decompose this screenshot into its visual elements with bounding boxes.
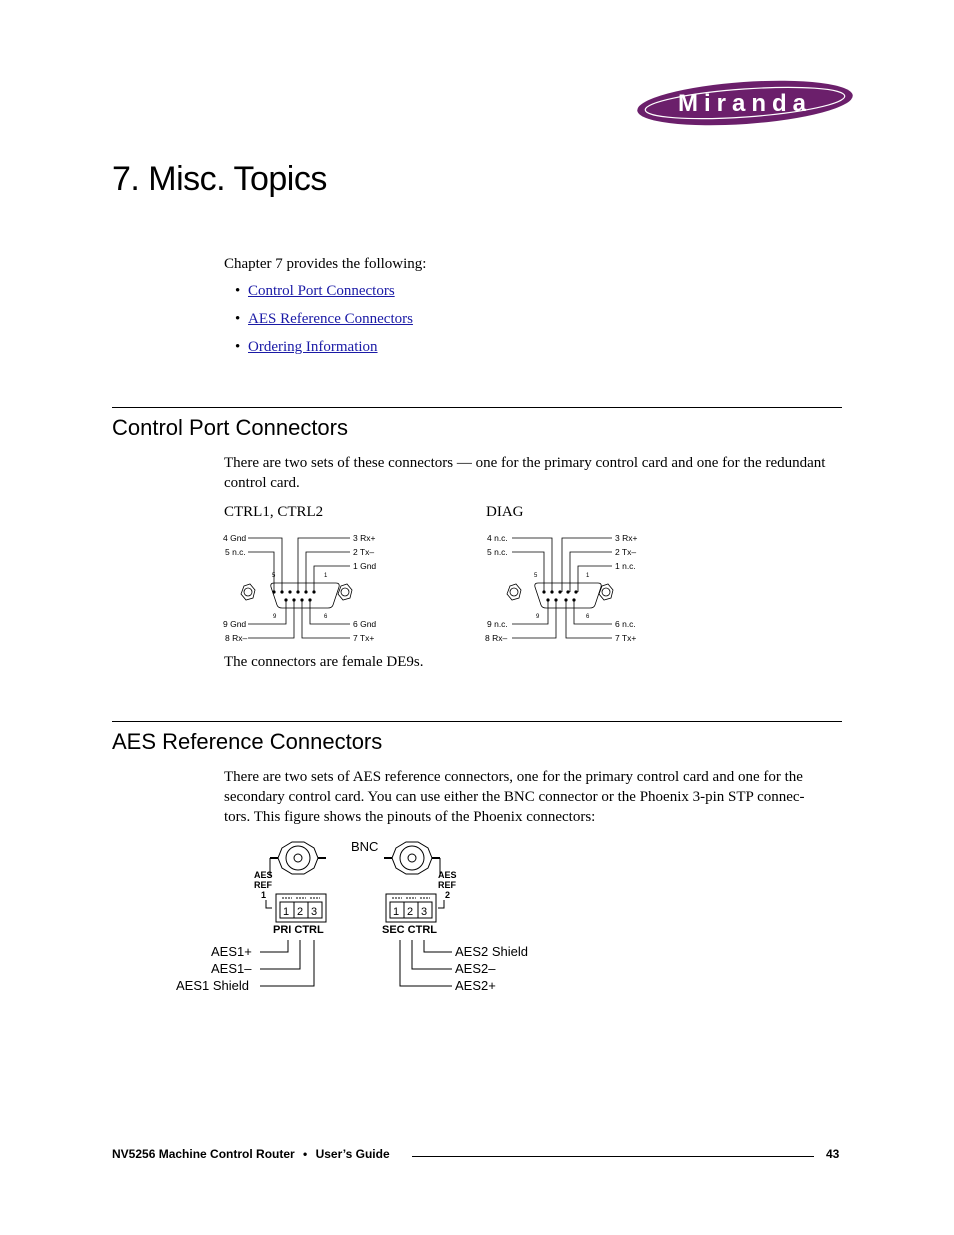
aes2-shield-label: AES2 Shield <box>455 944 528 959</box>
pin-label: 6 Gnd <box>353 619 376 629</box>
pin-number: 6 <box>324 614 328 620</box>
pin-number: 9 <box>273 614 277 620</box>
pin-label: 7 Tx+ <box>353 633 375 643</box>
sec-ctrl-label: SEC CTRL <box>382 924 437 936</box>
pin-number: 9 <box>536 614 540 620</box>
pin-label: 7 Tx+ <box>615 633 637 643</box>
page-number: 43 <box>826 1147 840 1161</box>
link-ordering-information[interactable]: Ordering Information <box>248 339 378 355</box>
aes-connector-diagram <box>170 836 550 996</box>
pin-number: 2 <box>407 906 414 918</box>
diagram-label-diag: DIAG <box>486 504 524 520</box>
connector-note: The connectors are female DE9s. <box>224 654 424 670</box>
aes1-plus-label: AES1+ <box>211 944 252 959</box>
section-divider <box>112 407 842 408</box>
bnc-label: BNC <box>351 839 379 854</box>
pin-label: 6 n.c. <box>615 619 636 629</box>
pin-label: 5 n.c. <box>225 547 246 557</box>
logo-text: Miranda <box>677 90 813 117</box>
pin-number: 5 <box>272 573 276 579</box>
pin-label: 2 Tx– <box>353 547 375 557</box>
pin-label: 4 n.c. <box>487 533 508 543</box>
aes-ref2-label: AES <box>438 870 457 880</box>
footer-rule <box>412 1156 814 1157</box>
aes2-plus-label: AES2+ <box>455 978 496 993</box>
pin-number: 5 <box>534 573 538 579</box>
pin-number: 1 <box>324 573 328 579</box>
pin-label: 4 Gnd <box>223 533 247 543</box>
link-control-port-connectors[interactable]: Control Port Connectors <box>248 283 395 299</box>
pin-number: 6 <box>586 614 590 620</box>
pri-ctrl-label: PRI CTRL <box>273 924 324 936</box>
aes1-shield-label: AES1 Shield <box>176 978 249 993</box>
diagram-label-ctrl: CTRL1, CTRL2 <box>224 504 324 520</box>
intro-text: Chapter 7 provides the following: <box>224 256 427 272</box>
pin-label: 1 Gnd <box>353 561 376 571</box>
pin-label: 8 Rx– <box>485 633 508 643</box>
aes-ref1-label: AES <box>254 870 273 880</box>
pin-label: 3 Rx+ <box>353 533 376 543</box>
pin-label: 5 n.c. <box>487 547 508 557</box>
pin-label: 2 Tx– <box>615 547 637 557</box>
pin-label: 1 n.c. <box>615 561 636 571</box>
list-item: • Control Port Connectors <box>235 283 395 299</box>
miranda-logo-mark <box>636 80 854 126</box>
pin-number: 3 <box>421 906 428 918</box>
miranda-logo <box>636 80 854 126</box>
de9-connector-ctrl-diagram <box>216 528 376 648</box>
pin-number: 1 <box>393 906 400 918</box>
section-heading-control-port: Control Port Connectors <box>112 415 348 440</box>
de9-connector-diag-diagram <box>480 528 640 648</box>
footer-title: NV5256 Machine Control Router • User’s Guide <box>112 1147 390 1161</box>
pin-number: 3 <box>311 906 318 918</box>
aes-ref1-label: 1 <box>261 890 267 900</box>
aes-ref2-label: REF <box>438 880 456 890</box>
list-item: • AES Reference Connectors <box>235 311 413 327</box>
pin-number: 1 <box>586 573 590 579</box>
aes-ref2-label: 2 <box>445 890 451 900</box>
list-item: • Ordering Information <box>235 339 378 355</box>
section2-paragraph: There are two sets of AES reference connectors, one for the primary control card and one for the secondary control card. You can use either the BNC connector or the Phoenix 3-pin STP connec- tors. This figure shows the pinouts of the Phoenix connectors: <box>224 769 805 825</box>
pin-number: 1 <box>283 906 290 918</box>
aes2-minus-label: AES2– <box>455 961 496 976</box>
pin-label: 3 Rx+ <box>615 533 638 543</box>
section-heading-aes-reference: AES Reference Connectors <box>112 729 383 754</box>
aes-ref1-label: REF <box>254 880 272 890</box>
page-title: 7. Misc. Topics <box>112 160 327 198</box>
pin-number: 2 <box>297 906 304 918</box>
pin-label: 9 n.c. <box>487 619 508 629</box>
pin-label: 8 Rx– <box>225 633 248 643</box>
link-aes-reference-connectors[interactable]: AES Reference Connectors <box>248 311 413 327</box>
aes1-minus-label: AES1– <box>211 961 252 976</box>
section-divider <box>112 721 842 722</box>
pin-label: 9 Gnd <box>223 619 247 629</box>
section1-paragraph: There are two sets of these connectors — one for the primary control card and one for the redundant control card. <box>224 455 826 491</box>
